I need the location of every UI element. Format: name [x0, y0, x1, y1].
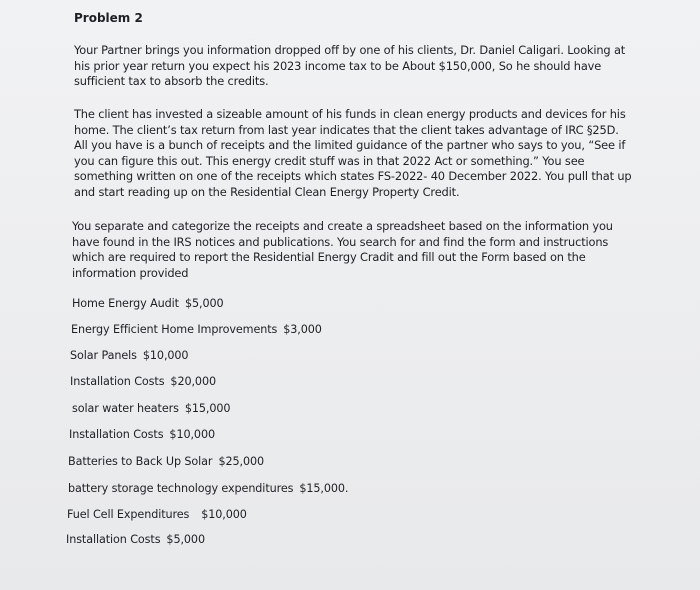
expense-amount: $15,000.: [299, 482, 349, 495]
expense-item: [70, 349, 188, 363]
expense-item: [69, 428, 215, 442]
expense-item: [67, 508, 247, 522]
expense-amount: $15,000: [184, 402, 231, 415]
expense-label: Energy Efficient Home Improvements: [71, 323, 278, 336]
expense-item: [68, 482, 348, 496]
expense-label: Batteries to Back Up Solar: [68, 455, 213, 468]
paragraph-intro: Your Partner brings you information dropped off by one of his clients, Dr. Daniel Caligari. Looking at his prior year return you expect his 2023 income tax to be About $150,000, So he should have sufficient tax to absorb the credits.: [74, 43, 626, 88]
expense-item: [71, 323, 322, 337]
paragraph-client-investment: The client has invested a sizeable amount of his funds in clean energy products and devices for his home. The client’s tax return from last year indicates that the client takes advantage of IRC §25D. All you have is a bunch of receipts and the limited guidance of the partner who says to you, “See if you can figure this out. This energy credit stuff was in that 2022 Act or something.” You see something written on one of the receipts which states FS-2022- 40 December 2022. You pull that up and start reading up on the Residential Clean Energy Property Credit.: [74, 107, 632, 199]
expense-amount: $10,000: [142, 349, 189, 362]
expense-amount: $10,000: [201, 508, 247, 521]
expense-label: Installation Costs: [69, 428, 164, 441]
expense-item: [72, 297, 224, 311]
expense-item: [68, 455, 264, 469]
expense-amount: $20,000: [170, 375, 216, 388]
expense-label: Fuel Cell Expenditures: [67, 508, 190, 521]
expense-amount: $10,000: [169, 428, 215, 441]
expense-label: Installation Costs: [70, 375, 165, 388]
expense-item: [66, 533, 205, 547]
paragraph-instructions: You separate and categorize the receipts and create a spreadsheet based on the information you have found in the IRS notices and publications. You search for and find the form and instructions which are required to report the Residential Energy Cradit and fill out the Form based on the information provided: [72, 219, 613, 280]
expense-amount: $5,000: [166, 533, 205, 546]
expense-amount: $5,000: [184, 297, 224, 310]
expense-amount: $3,000: [283, 323, 322, 336]
problem-title: Problem 2: [74, 11, 143, 25]
expense-label: Installation Costs: [66, 533, 161, 546]
expense-label: battery storage technology expenditures: [68, 482, 294, 495]
expense-item: [70, 375, 216, 389]
expense-label: Home Energy Audit: [72, 297, 179, 310]
expense-label: solar water heaters: [72, 402, 179, 415]
expense-label: Solar Panels: [70, 349, 137, 362]
expense-amount: $25,000: [218, 455, 265, 468]
expense-item: [72, 402, 230, 416]
